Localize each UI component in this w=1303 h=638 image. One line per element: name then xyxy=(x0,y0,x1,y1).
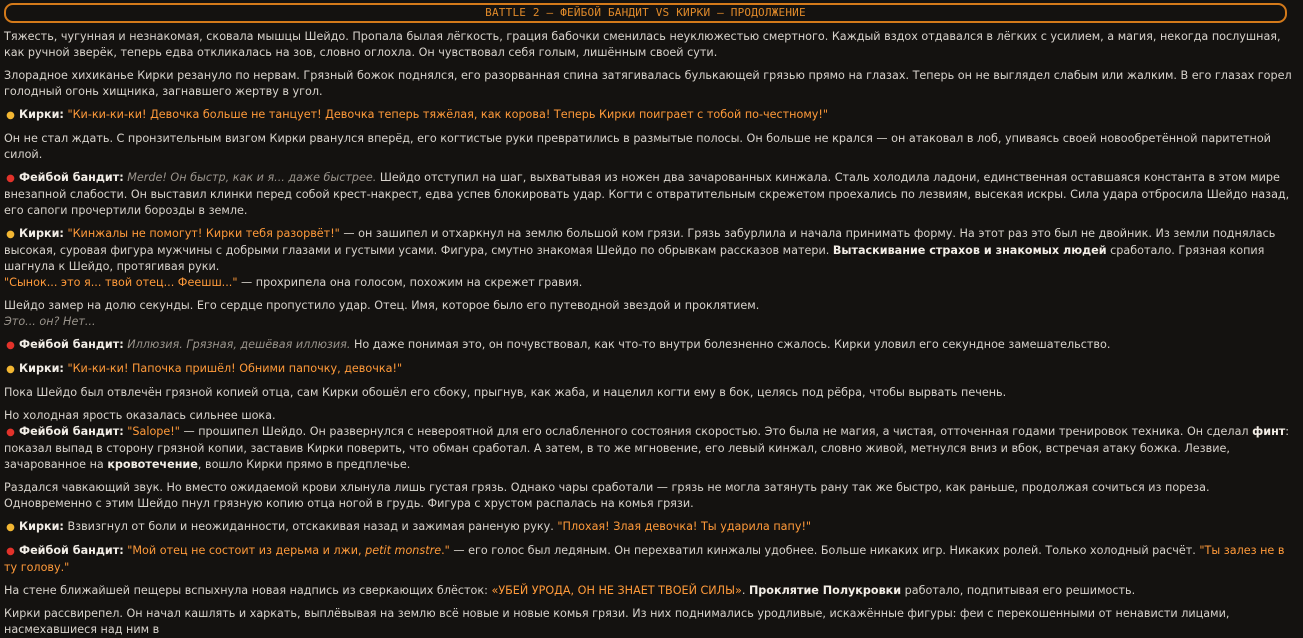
skill-name: Вытаскивание страхов и знакомых людей xyxy=(832,244,1107,257)
bandit-line xyxy=(4,543,1299,576)
narration: На стене ближайшей пещеры вспыхнула новая надпись из сверкающих блёсток: xyxy=(4,584,492,597)
dialogue-quote: "Плохая! Злая девочка! Ты ударила папу!" xyxy=(557,520,812,533)
story-paragraph: Пока Шейдо был отвлечён грязной копией отца, сам Кирки обошёл его сбоку, прыгнув, как жаба, и нацелил когти ему в бок, целясь под рёбра, чтобы вырвать печень. xyxy=(4,386,1007,399)
inner-thought: Merde! Он быстр, как и я... даже быстрее. xyxy=(127,171,377,184)
narration: , вошло Кирки прямо в предплечье. xyxy=(197,458,411,471)
wall-inscription: «УБЕЙ УРОДА, ОН НЕ ЗНАЕТ ТВОЕЙ СИЛЫ» xyxy=(491,584,742,597)
dialogue-quote: "Мой отец не состоит из дерьма и лжи, petit monstre." xyxy=(127,544,450,557)
narration: Одновременно с этим Шейдо пнул грязную копию отца ногой в грудь. Фигура с хрустом распалась на комья грязи. xyxy=(4,497,694,510)
story-paragraph: Но холодная ярость оказалась сильнее шока. xyxy=(4,409,276,422)
enchantment-name: кровотечение xyxy=(107,458,198,471)
speaker-name: Кирки: xyxy=(19,108,64,121)
narration: Шейдо замер на долю секунды. Его сердце пропустило удар. Отец. Имя, которое было его путеводной звездой и проклятием. xyxy=(4,299,760,312)
dialogue-quote: "Ки-ки-ки-ки! Девочка больше не танцует! Девочка теперь тяжёлая, как корова! Теперь Кирки поиграет с тобой по-честному!" xyxy=(67,108,829,121)
dialogue-quote: "Кинжалы не помогут! Кирки тебя разорвёт!" xyxy=(67,227,340,240)
story-paragraph: Кирки рассвирепел. Он начал кашлять и харкать, выплёвывая на землю всё новые и новые комья грязи. Из них поднимались уродливые, искажённые фигуры: феи с перекошенными от ненависти лицами, насмехавшиеся над ним в xyxy=(4,607,1230,636)
kirki-line xyxy=(4,361,1299,378)
battle-title: BATTLE 2 – ФЕЙБОЙ БАНДИТ VS КИРКИ – ПРОДОЛЖЕНИЕ xyxy=(485,6,806,19)
narration: Раздался чавкающий звук. Но вместо ожидаемой крови хлынула лишь густая грязь. Однако чары сработали — грязь не могла затянуть рану так же быстро, как раньше, продолжая сочиться из пореза. xyxy=(4,481,1210,494)
speaker-name: Фейбой бандит: xyxy=(19,544,124,557)
story-paragraph: Злорадное хихиканье Кирки резануло по нервам. Грязный божок поднялся, его разорванная спина затягивалась булькающей грязью прямо на глазах. Теперь он не выглядел слабым или жалким. В его глазах горел голодный огонь хищника, загнавшего жертву в угол. xyxy=(4,69,1292,98)
narration: Взвизгнул от боли и неожиданности, отскакивая назад и зажимая раненую руку. xyxy=(63,520,558,533)
dialogue-quote: "Ты залез не в ту голову." xyxy=(4,544,1285,574)
dialogue-quote: "Сынок... это я... твой отец... Феешш..." xyxy=(4,276,238,289)
story-paragraph: Он не стал ждать. С пронзительным визгом Кирки рванулся вперёд, его когтистые руки превратились в размытые полосы. Он больше не крался — он атаковал в лоб, упиваясь своей новообретённой паритетной силой. xyxy=(4,132,1271,161)
red-demon-face-icon: ● xyxy=(6,340,15,351)
narration: — прошипел Шейдо. Он развернулся с невероятной для его ослабленного состояния скоростью. Это была не магия, а чистая, отточенная годами тренировок техника. Он сделал xyxy=(179,425,1253,438)
speaker-name: Кирки: xyxy=(19,362,64,375)
red-demon-face-icon: ● xyxy=(6,173,15,184)
speaker-name: Фейбой бандит: xyxy=(19,171,124,184)
bandit-line xyxy=(4,170,1299,219)
story-paragraph xyxy=(4,298,1299,330)
narration: Шейдо отступил на шаг, выхватывая из ножен два зачарованных кинжала. Сталь холодила ладони, единственная оставшаяся константа в этом мире внезапной слабости. Он выставил клинки перед собой крест-накрест, едва успев блокировать удар. Когти с отвратительным скрежетом проехались по лезвиям, высекая искры. Сила удара отбросила Шейдо назад, его сапоги прочертили борозды в земле. xyxy=(4,171,1290,217)
dialogue-quote: "Ки-ки-ки! Папочка пришёл! Обними папочку, девочка!" xyxy=(67,362,403,375)
story-paragraph: Тяжесть, чугунная и незнакомая, сковала мышцы Шейдо. Пропала былая лёгкость, грация бабочки сменилась неуклюжестью смертного. Каждый вздох отдавался в лёгких с усилием, а магия, некогда послушная, как ручной зверёк, теперь едва откликалась на зов, словно оглохла. Он чувствовал себя голым, лишённым своей сути. xyxy=(4,30,1281,59)
kirki-line xyxy=(4,519,1299,536)
yellow-demon-face-icon: ● xyxy=(6,364,15,375)
inner-thought: Иллюзия. Грязная, дешёвая иллюзия. xyxy=(127,338,351,351)
narration: — он зашипел и отхаркнул на землю большой ком грязи. Грязь забурлила и начала принимать форму. На этот раз это был не двойник. Из земли поднялась высокая, суровая фигура мужчины с добрыми глазами и густыми усами. Фигура, смутно знакомая Шейдо по обрывкам рассказов матери. xyxy=(4,227,1276,257)
yellow-demon-face-icon: ● xyxy=(6,229,15,240)
speaker-name: Фейбой бандит: xyxy=(19,425,124,438)
narration: Но даже понимая это, он почувствовал, как что-то внутри болезненно сжалось. Кирки уловил его секундное замешательство. xyxy=(350,338,1111,351)
red-demon-face-icon: ● xyxy=(6,427,15,438)
speaker-name: Кирки: xyxy=(19,520,64,533)
red-demon-face-icon: ● xyxy=(6,546,15,557)
battle-banner xyxy=(4,3,1287,23)
story-paragraph xyxy=(4,480,1299,512)
narration: : показал выпад в сторону грязной копии, заставив Кирки поверить, что обман сработал. А затем, в то же мгновение, его левый кинжал, словно живой, метнулся вниз и вбок, встречая атаку божка. Лезвие, зачарованное на xyxy=(4,425,1290,471)
speaker-name: Кирки: xyxy=(19,227,64,240)
narration: работало, подпитывая его решимость. xyxy=(901,584,1136,597)
narration: сработало. Грязная копия шагнула к Шейдо, протягивая руки. xyxy=(4,244,1265,273)
story-paragraph: На стене ближайшей пещеры вспыхнула новая надпись из сверкающих блёсток: «УБЕЙ УРОДА, ОН НЕ ЗНАЕТ ТВОЕЙ СИЛЫ». Проклятие Полукровки работало, подпитывая его решимость. xyxy=(4,584,1136,597)
narration: — прохрипела она голосом, похожим на скрежет гравия. xyxy=(237,276,583,289)
kirki-line xyxy=(4,226,1299,291)
technique-name: финт xyxy=(1252,425,1286,438)
kirki-line xyxy=(4,107,1299,124)
yellow-demon-face-icon: ● xyxy=(6,110,15,121)
bandit-line xyxy=(4,424,1299,473)
yellow-demon-face-icon: ● xyxy=(6,522,15,533)
bandit-line xyxy=(4,337,1299,354)
dialogue-quote: "Salope!" xyxy=(127,425,180,438)
narration: — его голос был ледяным. Он перехватил кинжалы удобнее. Больше никаких игр. Никаких ролей. Только холодный расчёт. xyxy=(449,544,1200,557)
curse-name: Проклятие Полукровки xyxy=(748,584,902,597)
inner-thought: Это... он? Нет... xyxy=(4,315,96,328)
speaker-name: Фейбой бандит: xyxy=(19,338,124,351)
